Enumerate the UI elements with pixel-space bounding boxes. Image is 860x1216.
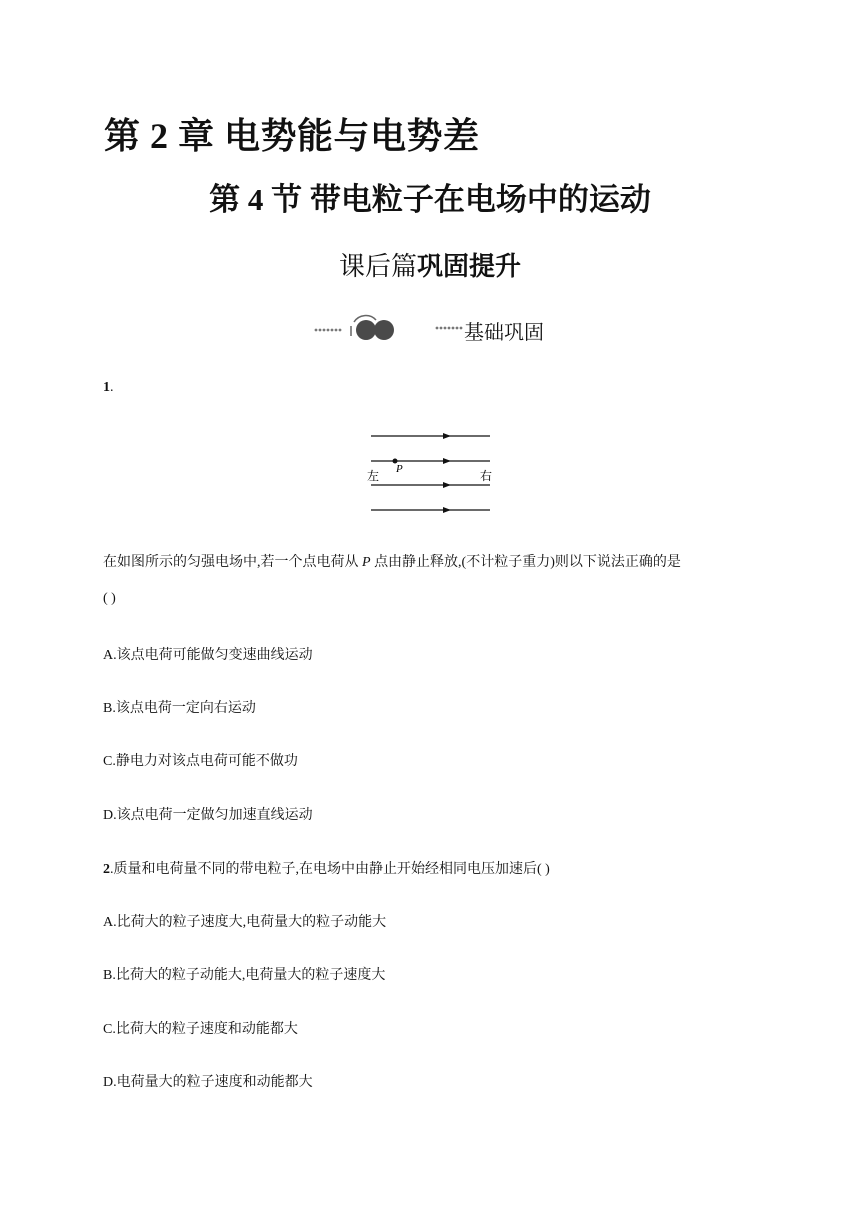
q2-stem: 2.质量和电荷量不同的带电粒子,在电场中由静止开始经相同电压加速后( ) bbox=[103, 862, 550, 877]
subsection-heading bbox=[0, 246, 860, 283]
subsection-normal: 课后篇 bbox=[338, 252, 417, 281]
section-badge-icon bbox=[310, 314, 410, 344]
q1-option-a: A.该点电荷可能做匀变速曲线运动 bbox=[103, 648, 313, 663]
section-title bbox=[0, 174, 860, 219]
banner-label: 基础巩固 bbox=[464, 322, 544, 344]
q2-option-b: B.比荷大的粒子动能大,电荷量大的粒子速度大 bbox=[103, 968, 386, 983]
q2-option-d: D.电荷量大的粒子速度和动能都大 bbox=[103, 1075, 313, 1090]
q1-number: 1. bbox=[103, 380, 114, 395]
section-title-text: 第 4 节 带电粒子在电场中的运动 bbox=[209, 182, 651, 217]
chapter-title: 第 2 章 电势能与电势差 bbox=[104, 116, 480, 156]
q1-option-c: C.静电力对该点电荷可能不做功 bbox=[103, 754, 298, 769]
q1-option-b: B.该点电荷一定向右运动 bbox=[103, 701, 256, 716]
left-label: 左 bbox=[367, 469, 380, 483]
q2-option-c: C.比荷大的粒子速度和动能都大 bbox=[103, 1022, 298, 1037]
q1-bracket: ( ) bbox=[103, 591, 116, 606]
electric-field-figure bbox=[364, 425, 496, 520]
q2-option-a: A.比荷大的粒子速度大,电荷量大的粒子动能大 bbox=[103, 915, 387, 930]
subsection-bold: 巩固提升 bbox=[417, 252, 522, 282]
q1-option-d: D.该点电荷一定做匀加速直线运动 bbox=[103, 808, 313, 823]
right-label: 右 bbox=[480, 469, 493, 483]
q1-stem: 在如图所示的匀强电场中,若一个点电荷从 P 点由静止释放,(不计粒子重力)则以下说法正确的是 bbox=[103, 555, 681, 570]
dotted-leader bbox=[435, 320, 465, 334]
point-label: P bbox=[396, 463, 403, 475]
